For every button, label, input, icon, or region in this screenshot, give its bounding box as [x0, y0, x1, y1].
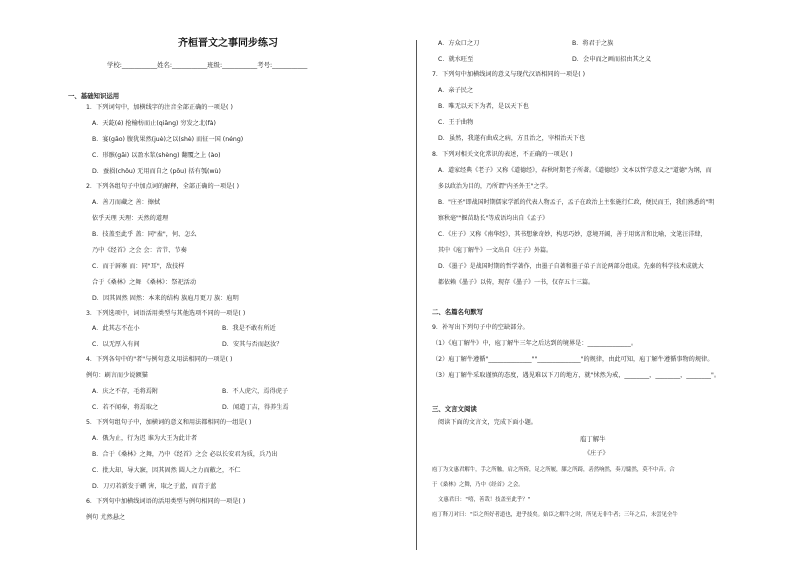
question-3-option-d: D．安其与否而赵汝？ [222, 341, 283, 348]
question-1-option-d: D．蚕损(chōu) 无用而自之 (pōu) 括有瓠(wù) [92, 168, 221, 175]
question-6-option-d: D．会申而之画而招由其之义 [572, 56, 652, 63]
question-3-option-c: C．以无厚入有间 [92, 341, 140, 348]
question-2-option-c-line1: C．而于唇寨 而：同"耳"，敌技样 [92, 263, 185, 270]
question-8-option-a-line1: A．道家经典《老子》又称《道德经》，春秋时期老子所著。《道德经》文本以哲学意义之"道德"为纲，而 [438, 167, 712, 174]
question-1-option-b: B．宴(gāo) 腹犹果然(juè)之以(shè) 而征一国 (néng) [92, 136, 244, 143]
question-9-item-1: （1）《庖丁解牛》中，庖丁解牛三年之后达到的境界是：______________。 [432, 340, 638, 347]
question-5-stem: 5．下列句组句子中，加横词的意义和用法都相同的一组是( ) [86, 419, 252, 426]
question-3-stem: 3．下列选项中，词语活用类型与其他选项不同的一项是( ) [86, 310, 246, 317]
question-5-option-b: B．合于《桑林》之舞，乃中《经首》之会 必以长安君为质，兵乃出 [92, 451, 278, 458]
question-3-option-b: B．我是不敢有所近 [222, 325, 276, 332]
question-6-example: 例句 尤然悬之 [86, 514, 126, 521]
question-4-option-a: A．庆之不存，毛将焉附 [92, 388, 159, 395]
question-6-option-a: A．方众口之刀 [438, 40, 480, 47]
question-2-option-c-line2: 合于《桑林》之舞 《桑林》：祭祀活动 [92, 279, 197, 286]
question-9-item-3: （3）庖丁解牛采取谨慎的态度，遇见难以下刀的地方，就"怵然为戒，________，________，________"。 [432, 372, 721, 379]
section-heading-reading: 三、文言文阅读 [432, 405, 477, 413]
question-8-stem: 8．下列对相关文化常识的表述，不正确的一项是( ) [432, 151, 573, 158]
question-1-option-c: C．形骸(gāi) 以盈水浆(shèng) 翻覆之上 (ào) [92, 152, 221, 159]
question-3-option-a: A．此其志不在小 [92, 325, 140, 332]
reading-paragraph-1-line2: 于《桑林》之舞，乃中《经首》之会。 [432, 482, 524, 488]
question-1-option-a: A．天龁(é) 抢榆枋而止(qiāng) 穷发之北(fà) [92, 120, 216, 127]
column-divider [416, 40, 417, 550]
question-8-option-c-line1: C．《庄子》又称《南华经》，其书想象奇妙，构思巧妙，意境开阔，善于用寓言和比喻，文笔汪洋肆， [438, 231, 707, 238]
question-7-stem: 7．下列句中加横线词的意义与现代汉语相同的一项是( ) [432, 71, 586, 78]
question-4-option-c: C．若不闻奉，将焉取之 [92, 404, 159, 411]
reading-instruction: 阅读下面的文言文，完成下面小题。 [438, 419, 537, 426]
right-column [420, 0, 794, 562]
question-7-option-a: A．亲子民之 [438, 87, 474, 94]
question-8-option-a-line2: 多以政治为目的，乃所谓"内圣外王"之学。 [438, 183, 552, 190]
question-2-option-b-line1: B．技盖至此乎 盖：同"盍"，何、怎么 [92, 231, 197, 238]
question-9-stem: 9．补写出下列句子中的空缺部分。 [432, 324, 529, 331]
question-1-stem: 1．下列词句中，加横线字的注音全部正确的一项是( ) [86, 104, 233, 111]
reading-source: 《庄子》 [584, 450, 609, 457]
question-7-option-d: D．虽然，我遂有曲成之病，方且治之，宰相治天下也 [438, 135, 586, 142]
question-6-option-c: C．就水旺至 [438, 56, 474, 63]
question-2-option-b-line2: 乃中《经首》之会 会：音节、节奏 [92, 247, 187, 254]
section-heading-dictation: 二、名篇名句默写 [432, 308, 484, 316]
question-6-stem: 6．下列句中加横线词语的活用类型与例句相同的一项是( ) [86, 498, 246, 505]
question-9-item-2: （2）庖丁解牛遵循"______________""______________"的规律，由此可知，庖丁解牛遵循事物的规律。 [432, 356, 714, 363]
question-2-option-a-line2: 依乎天理 天理：天然的道理 [92, 215, 169, 222]
question-5-option-a: A．俄为止，行为迟 谁为大王为此计者 [92, 435, 198, 442]
question-8-option-d-line1: D．《墨子》是战国时期的哲学著作，由墨子自著和墨子弟子言论两部分组成。先秦的科学技术成就大 [438, 263, 704, 270]
document-title: 齐桓晋文之事同步练习 [178, 38, 278, 49]
question-4-option-d: D．闻道丁吉，得养生焉 [222, 404, 289, 411]
question-4-example: 例句：刷言而少说额猫 [86, 372, 148, 379]
question-2-option-d: D．因其固然 固然：本来的结构 族庖月更刀 族：庖明 [92, 295, 239, 302]
reading-paragraph-3-line1: 庖丁释刀对曰："臣之所好者道也，进乎技矣。始臣之解牛之时，所见无非牛者；三年之后，未尝见全牛 [432, 512, 678, 518]
reading-paragraph-1-line1: 庖丁为文惠君解牛，手之所触，肩之所倚，足之所履，膝之所踦，砉然响然，奏刀騞然，莫不中音。合 [432, 467, 675, 473]
student-info-line: 学校:___________姓名:___________班级:___________考号:___________ [107, 61, 308, 69]
question-7-option-c: C．王于曲物 [438, 119, 474, 126]
question-8-option-b-line2: 察秋毫""揠苗助长"等成语均出自《孟子》 [438, 215, 549, 222]
question-6-option-b: B．将君于之族 [572, 40, 614, 47]
question-8-option-b-line1: B．"庄圣"即战国时期儒家学派的代表人物孟子，孟子在政治上主张施行仁政，便民而王，我们熟悉的"明 [438, 199, 715, 206]
question-7-option-b: B．唯无以天下为者，是以天下也 [438, 103, 529, 110]
reading-title: 庖丁解牛 [580, 435, 606, 443]
question-4-option-b: B．不人虎穴，焉得虎子 [222, 388, 289, 395]
reading-paragraph-2: 文惠君曰："嘻，善哉！技盖至此乎？" [438, 497, 531, 503]
section-heading-basics: 一、基础知识运用 [68, 92, 120, 100]
question-8-option-c-line2: 其中《庖丁解牛》一文出自《庄子》外篇。 [438, 247, 553, 254]
question-5-option-d: D．刀刃若新发于硎 害，取之于蓝，而青于蓝 [92, 483, 217, 490]
question-8-option-d-line2: 都依赖《墨子》以传，现存《墨子》一书，仅存五十三篇。 [438, 279, 595, 286]
question-5-option-c: C．批大却，导大窾，因其固然 圆人之力而敝之，不仁 [92, 467, 241, 474]
question-2-stem: 2．下列各组句子中加点词的解释，全部正确的一项是( ) [86, 183, 240, 190]
question-4-stem: 4．下列各句中的"者"与例句意义用法相同的一项是( ) [86, 356, 233, 363]
question-2-option-a-line1: A．善刀而藏之 善：擦拭 [92, 199, 161, 206]
